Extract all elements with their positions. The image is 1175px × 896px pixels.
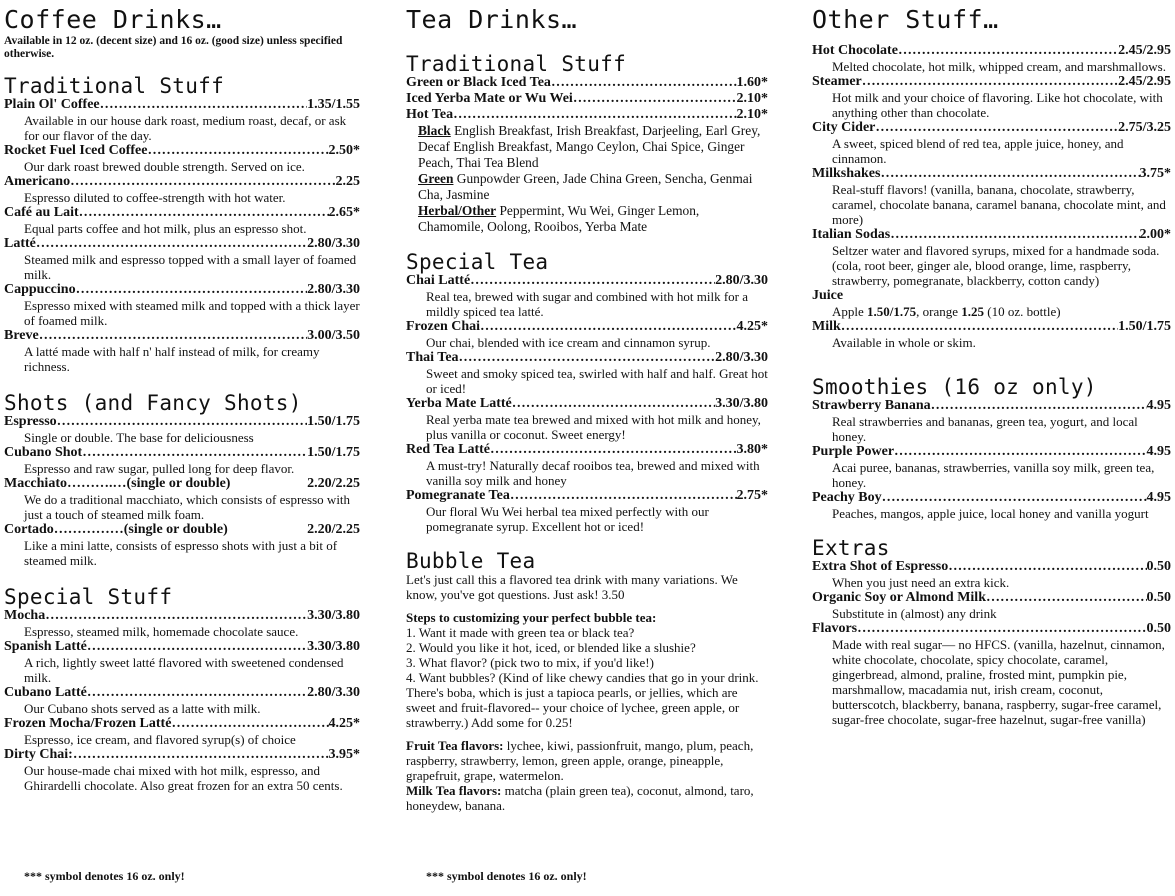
item-name: Steamer — [812, 74, 862, 89]
section-title: Extras — [812, 536, 890, 560]
tea-heading: Tea Drinks… — [406, 5, 578, 34]
item-desc: A latté made with half n' half instead of milk, for creamy richness. — [24, 344, 320, 374]
menu-item — [4, 236, 360, 282]
item-price: 2.80/3.30 — [307, 236, 360, 251]
menu-item — [4, 143, 360, 174]
menu-item — [406, 396, 768, 442]
bubble-step: 1. Want it made with green tea or black tea? — [406, 625, 635, 640]
item-name: Red Tea Latté — [406, 442, 490, 457]
item-desc: Espresso, steamed milk, homemade chocolate sauce. — [24, 624, 299, 639]
menu-item — [812, 444, 1171, 490]
item-price: 2.80/3.30 — [307, 282, 360, 297]
item-name: Rocket Fuel Iced Coffee — [4, 143, 148, 158]
item-price: 3.30/3.80 — [307, 608, 360, 623]
menu-item — [4, 97, 360, 143]
menu-item — [812, 590, 1171, 621]
item-price: 3.80* — [736, 442, 768, 457]
milk-tea-label: Milk Tea flavors: — [406, 783, 502, 798]
item-price: 1.35/1.55 — [307, 97, 360, 112]
item-name: Spanish Latté — [4, 639, 87, 654]
tea-category-green — [406, 171, 768, 203]
item-price: 2.45/2.95 — [1118, 43, 1171, 58]
menu-item — [812, 319, 1171, 350]
item-desc: Our dark roast brewed double strength. Served on ice. — [24, 159, 305, 174]
section-title: Shots (and Fancy Shots) — [4, 391, 302, 415]
tea-category-label: Herbal/Other — [418, 203, 497, 218]
item-desc: Steamed milk and espresso topped with a small layer of foamed milk. — [24, 252, 357, 282]
item-desc: Espresso diluted to coffee-strength with hot water. — [24, 190, 286, 205]
item-name: City Cider — [812, 120, 876, 135]
item-name: Strawberry Banana — [812, 398, 931, 413]
tea-category-black — [406, 123, 768, 171]
item-name: Flavors — [812, 621, 858, 636]
item-desc: Real-stuff flavors! (vanilla, banana, chocolate, strawberry, caramel, chocolate banana, caramel banana, chocolate mint, and more) — [832, 182, 1166, 227]
item-name: Espresso — [4, 414, 57, 429]
item-name: Milkshakes — [812, 166, 881, 181]
item-price: 2.50* — [328, 143, 360, 158]
item-price: 2.80/3.30 — [715, 273, 768, 288]
item-price: 2.80/3.30 — [715, 350, 768, 365]
other-heading: Other Stuff… — [812, 5, 999, 34]
bubble-intro: Let's just call this a flavored tea drink with many variations. We know, you've got questions. Just ask! 3.50 — [406, 572, 738, 602]
item-price: 3.30/3.80 — [715, 396, 768, 411]
menu-item-juice — [812, 288, 1171, 319]
item-name: Green or Black Iced Tea — [406, 75, 551, 90]
fruit-tea-flavors — [406, 738, 768, 783]
item-desc: Melted chocolate, hot milk, whipped cream, and marshmallows. — [832, 59, 1166, 74]
tea-category-text: Peppermint, Wu Wei, Ginger Lemon, Chamomile, Oolong, Rooibos, Yerba Mate — [418, 203, 700, 234]
item-desc: Like a mini latte, consists of espresso shots with just a bit of steamed milk. — [24, 538, 338, 568]
section-title: Special Stuff — [4, 585, 173, 609]
item-name: Cubano Latté — [4, 685, 87, 700]
menu-item — [4, 608, 360, 639]
item-desc: Our chai, blended with ice cream and cinnamon syrup. — [426, 335, 711, 350]
item-name: Yerba Mate Latté — [406, 396, 512, 411]
section-title: Smoothies (16 oz only) — [812, 375, 1097, 399]
item-desc: Available in our house dark roast, medium roast, decaf, or ask for our flavor of the day. — [24, 113, 347, 143]
item-name: Café au Lait — [4, 205, 79, 220]
item-desc: Single or double. The base for deliciousness — [24, 430, 254, 445]
item-name: Macchiato……….…(single or double) — [4, 476, 231, 491]
juice-desc: , orange — [916, 304, 962, 319]
tea-category-text: English Breakfast, Irish Breakfast, Darjeeling, Earl Grey, Decaf English Breakfast, Mango Ceylon, Chai Spice, Ginger Peach, Thai Tea Blend — [418, 123, 761, 170]
section-title: Special Tea — [406, 250, 549, 274]
item-name: Dirty Chai: — [4, 747, 73, 762]
item-price: 2.75/3.25 — [1118, 120, 1171, 135]
item-price: 4.95 — [1146, 490, 1171, 505]
menu-item — [812, 120, 1171, 166]
fruit-tea-text: lychee, kiwi, passionfruit, mango, plum, peach, raspberry, strawberry, lemon, green apple, orange, pineapple, grapefruit, grape, watermelon. — [406, 738, 754, 783]
menu-item — [4, 476, 360, 522]
orange-price: 1.25 — [961, 304, 985, 319]
item-desc: A must-try! Naturally decaf rooibos tea, brewed and mixed with vanilla soy milk and honey — [426, 458, 760, 488]
item-price: 3.75* — [1139, 166, 1171, 181]
milk-tea-flavors — [406, 783, 768, 813]
coffee-heading: Coffee Drinks… — [4, 5, 222, 34]
fruit-tea-label: Fruit Tea flavors: — [406, 738, 504, 753]
item-price: 2.10* — [736, 107, 768, 122]
item-desc: Made with real sugar— no HFCS. (vanilla, hazelnut, cinnamon, white chocolate, chocolate, spicy chocolate, caramel, gingerbread, almond, praline, frosted mint, pumpkin pie, marshmallow, macadamia nut, irish cream, coconut, butterscotch, blackberry, banana, raspberry, sugar-free caramel, sugar-free chocolate, sugar-free hazelnut, sugar-free vanilla) — [832, 637, 1165, 727]
item-name: Frozen Chai — [406, 319, 481, 334]
item-name: Juice — [812, 288, 844, 303]
item-desc: Available in whole or skim. — [832, 335, 976, 350]
tea-column — [406, 4, 768, 813]
item-price: 2.45/2.95 — [1118, 74, 1171, 89]
item-price: 4.95 — [1146, 398, 1171, 413]
item-name: Hot Chocolate — [812, 43, 898, 58]
item-desc: Acai puree, bananas, strawberries, vanilla soy milk, green tea, honey. — [832, 460, 1155, 490]
item-price: 3.00/3.50 — [307, 328, 360, 343]
item-desc: Real yerba mate tea brewed and mixed with hot milk and honey, plus vanilla or coconut. Sweet energy! — [426, 412, 761, 442]
section-title: Traditional Stuff — [4, 74, 225, 98]
menu-item — [812, 398, 1171, 444]
item-name: Americano — [4, 174, 71, 189]
section-title: Bubble Tea — [406, 549, 536, 573]
menu-item — [406, 91, 768, 107]
menu-item — [4, 282, 360, 328]
menu-item — [812, 621, 1171, 727]
menu-item — [406, 273, 768, 319]
menu-item — [406, 350, 768, 396]
item-name: Organic Soy or Almond Milk — [812, 590, 986, 605]
bubble-step: 2. Would you like it hot, iced, or blended like a slushie? — [406, 640, 696, 655]
coffee-footnote: *** symbol denotes 16 oz. only! — [24, 869, 185, 883]
menu-item — [406, 319, 768, 350]
item-name: Pomegranate Tea — [406, 488, 510, 503]
menu-item — [4, 685, 360, 716]
item-price: 2.00* — [1139, 227, 1171, 242]
tea-footnote: *** symbol denotes 16 oz. only! — [426, 869, 587, 883]
menu-item — [4, 716, 360, 747]
item-name: Breve — [4, 328, 39, 343]
item-price: 1.60* — [736, 75, 768, 90]
item-price: 2.20/2.25 — [307, 522, 360, 537]
coffee-intro: Available in 12 oz. (decent size) and 16 oz. (good size) unless specified otherwise. — [4, 35, 343, 60]
item-desc: Peaches, mangos, apple juice, local honey and vanilla yogurt — [832, 506, 1149, 521]
item-price: 0.50 — [1146, 590, 1171, 605]
item-desc: Hot milk and your choice of flavoring. Like hot chocolate, with anything other than chocolate. — [832, 90, 1163, 120]
menu-item — [812, 43, 1171, 74]
item-price: 0.50 — [1146, 621, 1171, 636]
item-name: Thai Tea — [406, 350, 459, 365]
item-desc: A sweet, spiced blend of red tea, apple juice, honey, and cinnamon. — [832, 136, 1124, 166]
menu-item — [4, 328, 360, 374]
menu-item — [812, 74, 1171, 120]
menu-item — [406, 488, 768, 534]
item-price: 4.25* — [736, 319, 768, 334]
item-price: 2.80/3.30 — [307, 685, 360, 700]
item-price: 2.10* — [736, 91, 768, 106]
item-price: 1.50/1.75 — [1118, 319, 1171, 334]
item-price: 2.20/2.25 — [307, 476, 360, 491]
item-price: 2.25 — [335, 174, 360, 189]
menu-item — [812, 166, 1171, 227]
tea-category-label: Black — [418, 123, 451, 138]
item-desc: A rich, lightly sweet latté flavored with sweetened condensed milk. — [24, 655, 344, 685]
item-price: 4.95 — [1146, 444, 1171, 459]
item-desc: Espresso, ice cream, and flavored syrup(s) of choice — [24, 732, 296, 747]
menu-item — [4, 747, 360, 793]
item-name: Extra Shot of Espresso — [812, 559, 949, 574]
item-desc: Real tea, brewed with sugar and combined with hot milk for a mildly spiced tea latté. — [426, 289, 749, 319]
menu-item — [812, 227, 1171, 288]
menu-item — [406, 75, 768, 91]
bubble-step: 3. What flavor? (pick two to mix, if you'd like!) — [406, 655, 654, 670]
item-name: Iced Yerba Mate or Wu Wei — [406, 91, 573, 106]
item-name: Cortado……………(single or double) — [4, 522, 228, 537]
item-price: 2.75* — [736, 488, 768, 503]
tea-category-herbal — [406, 203, 768, 235]
item-price: 2.65* — [328, 205, 360, 220]
item-name: Latté — [4, 236, 36, 251]
menu-item — [4, 522, 360, 568]
item-price: 4.25* — [328, 716, 360, 731]
menu-item — [4, 639, 360, 685]
menu-item — [4, 414, 360, 445]
item-name: Frozen Mocha/Frozen Latté — [4, 716, 172, 731]
menu-item — [4, 174, 360, 205]
juice-desc: Apple — [832, 304, 868, 319]
item-desc: Espresso mixed with steamed milk and topped with a thick layer of foamed milk. — [24, 298, 360, 328]
menu-item — [406, 442, 768, 488]
item-name: Chai Latté — [406, 273, 471, 288]
item-desc: Sweet and smoky spiced tea, swirled with half and half. Great hot or iced! — [426, 366, 768, 396]
item-desc: Substitute in (almost) any drink — [832, 606, 997, 621]
menu-item — [812, 559, 1171, 590]
other-column — [812, 4, 1171, 727]
item-desc: Our house-made chai mixed with hot milk, espresso, and Ghirardelli chocolate. Also great frozen for an extra 50 cents. — [24, 763, 343, 793]
section-title: Traditional Stuff — [406, 52, 627, 76]
item-name: Milk — [812, 319, 841, 334]
bubble-steps-title: Steps to customizing your perfect bubble tea: — [406, 610, 657, 625]
apple-price: 1.50/1.75 — [867, 304, 917, 319]
item-desc: Seltzer water and flavored syrups, mixed for a handmade soda. (cola, root beer, ginger ale, blood orange, lime, raspberry, strawberry, pomegranate, blackberry, cotton candy) — [832, 243, 1160, 288]
item-desc: When you just need an extra kick. — [832, 575, 1010, 590]
item-price: 3.95* — [328, 747, 360, 762]
item-price: 0.50 — [1146, 559, 1171, 574]
item-name: Plain Ol' Coffee — [4, 97, 100, 112]
item-desc: Equal parts coffee and hot milk, plus an espresso shot. — [24, 221, 307, 236]
item-desc: We do a traditional macchiato, which consists of espresso with just a touch of steamed milk foam. — [24, 492, 351, 522]
menu-item — [812, 490, 1171, 521]
menu-item — [406, 107, 768, 123]
item-price: 1.50/1.75 — [307, 445, 360, 460]
coffee-column — [4, 4, 360, 793]
milk-tea-text: matcha (plain green tea), coconut, almond, taro, honeydew, banana. — [406, 783, 754, 813]
tea-category-label: Green — [418, 171, 454, 186]
item-name: Purple Power — [812, 444, 895, 459]
item-desc: Real strawberries and bananas, green tea, yogurt, and local honey. — [832, 414, 1138, 444]
item-desc: Our floral Wu Wei herbal tea mixed perfectly with our pomegranate syrup. Excellent hot or iced! — [426, 504, 709, 534]
item-name: Cubano Shot — [4, 445, 83, 460]
menu-item — [4, 205, 360, 236]
item-name: Mocha — [4, 608, 46, 623]
bubble-step: 4. Want bubbles? (Kind of like chewy candies that go in your drink. There's boba, which is just a tapioca pearls, or jellies, which are sweet and fruit-flavored-- your choice of lychee, green apple, or strawberry.) Add some for 0.25! — [406, 670, 759, 730]
juice-desc: (10 oz. bottle) — [984, 304, 1061, 319]
item-name: Cappuccino — [4, 282, 76, 297]
menu-item — [4, 445, 360, 476]
item-price: 3.30/3.80 — [307, 639, 360, 654]
tea-category-text: Gunpowder Green, Jade China Green, Sencha, Genmai Cha, Jasmine — [418, 171, 753, 202]
item-desc: Our Cubano shots served as a latte with milk. — [24, 701, 261, 716]
item-name: Italian Sodas — [812, 227, 891, 242]
item-desc: Espresso and raw sugar, pulled long for deep flavor. — [24, 461, 295, 476]
item-name: Peachy Boy — [812, 490, 882, 505]
item-price: 1.50/1.75 — [307, 414, 360, 429]
item-name: Hot Tea — [406, 107, 454, 122]
